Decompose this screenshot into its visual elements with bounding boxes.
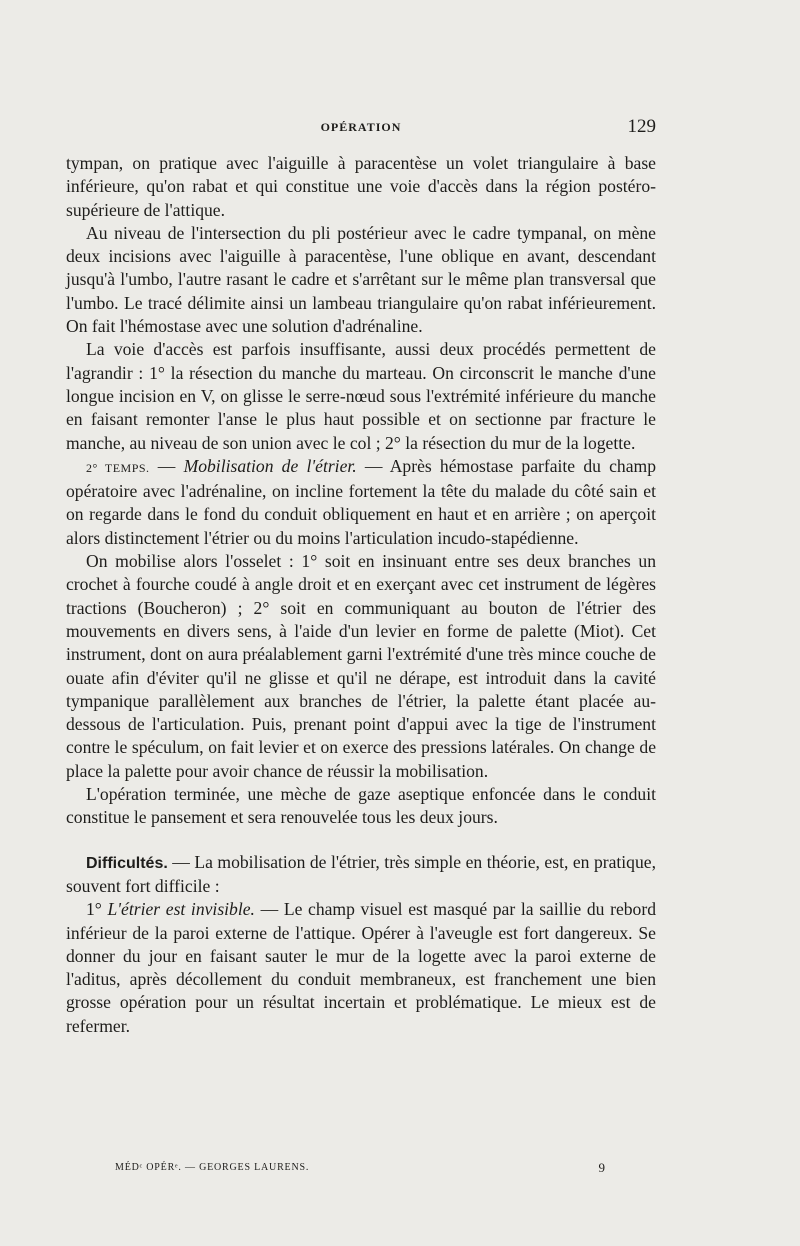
page-number: 129 bbox=[627, 116, 656, 137]
paragraph-difficulties bbox=[66, 851, 656, 899]
step-dash: — bbox=[149, 455, 184, 476]
body-text bbox=[66, 152, 656, 1038]
item-text: — Le champ visuel est masqué par la saillie du rebord inférieur de la paroi externe de l'attique. Opérer à l'aveugle est fort dangereux. Se donner du jour en faisant sauter le mur de la logette avec la paroi externe de l'aditus, après décollement du conduit membraneux, est franchement une bien grosse opération pour un résultat incertain et problématique. Le mieux est de refermer. bbox=[66, 899, 656, 1036]
running-title: OPÉRATION bbox=[320, 120, 402, 134]
difficulties-text: — La mobilisation de l'étrier, très simple en théorie, est, en pratique, souvent fort difficile : bbox=[66, 851, 656, 896]
step-label: 2° TEMPS. bbox=[86, 460, 150, 475]
step-title: Mobilisation de l'étrier. bbox=[183, 455, 357, 476]
signature-number: 9 bbox=[598, 1160, 605, 1175]
footer bbox=[115, 1162, 605, 1180]
paragraph-dressing: L'opération terminée, une mèche de gaze aseptique enfoncée dans le conduit constitue le pansement et sera renouvelée tous les deux jours. bbox=[66, 784, 656, 828]
step-text: — Après hémostase parfaite du champ opératoire avec l'adrénaline, on incline fortement la tête du malade du côté sain et on regarde dans le fond du conduit obliquement en haut et en arrière ; on aperçoit alors distinctement l'étrier ou du moins l'articulation incudo-stapédienne. bbox=[66, 455, 657, 548]
difficulties-heading: Difficultés. bbox=[86, 854, 168, 872]
paragraph-invisible bbox=[66, 898, 656, 1038]
paragraph-mobilisation: On mobilise alors l'osselet : 1° soit en insinuant entre ses deux branches un crochet à fourche coudé à angle droit et en exerçant avec cet instrument de légères tractions (Boucheron) ; 2° soit en communiquant au bouton de l'étrier des mouvements en divers sens, à l'aide d'un levier en forme de palette (Miot). Cet instrument, dont on aura préalablement garni l'extrémité d'une très mince couche de ouate afin d'éviter qu'il ne glisse et qu'il ne dérape, est introduit dans la cavité tympanique parallèlement aux branches de l'étrier, la palette étant placée au-dessous de l'articulation. Puis, prenant point d'appui avec la tige de l'instrument contre le spéculum, on fait levier et on exerce des pressions latérales. On change de place la palette pour avoir chance de réussir la mobilisation. bbox=[66, 551, 656, 781]
signature-line: MÉDᶜ OPÉRᵉ. — GEORGES LAURENS. bbox=[115, 1162, 310, 1173]
item-title: L'étrier est invisible. bbox=[107, 899, 255, 920]
running-head bbox=[66, 116, 656, 140]
item-number: 1° bbox=[86, 899, 108, 920]
paragraph-second-step bbox=[66, 455, 656, 550]
paragraph-continuation: tympan, on pratique avec l'aiguille à paracentèse un volet triangulaire à base inférieure, qu'on rabat et qui constitue une voie d'accès dans la région postéro-supérieure de l'attique. bbox=[66, 153, 656, 220]
paragraph-incisions: Au niveau de l'intersection du pli postérieur avec le cadre tympanal, on mène deux incisions avec l'aiguille à paracentèse, l'une oblique en avant, descendant jusqu'à l'umbo, l'autre rasant le cadre et s'arrêtant sur le même plan transversal que l'umbo. Le tracé délimite ainsi un lambeau triangulaire qu'on rabat inférieurement. On fait l'hémostase avec une solution d'adrénaline. bbox=[66, 222, 656, 337]
paragraph-access: La voie d'accès est parfois insuffisante, aussi deux procédés permettent de l'agrandir : 1° la résection du manche du marteau. On circonscrit le manche d'une longue incision en V, on glisse le serre-nœud sous l'extrémité inférieure du manche en faisant remonter l'anse le plus haut possible et on sectionne par fracture le manche, au niveau de son union avec le col ; 2° la résection du mur de la logette. bbox=[66, 339, 656, 453]
